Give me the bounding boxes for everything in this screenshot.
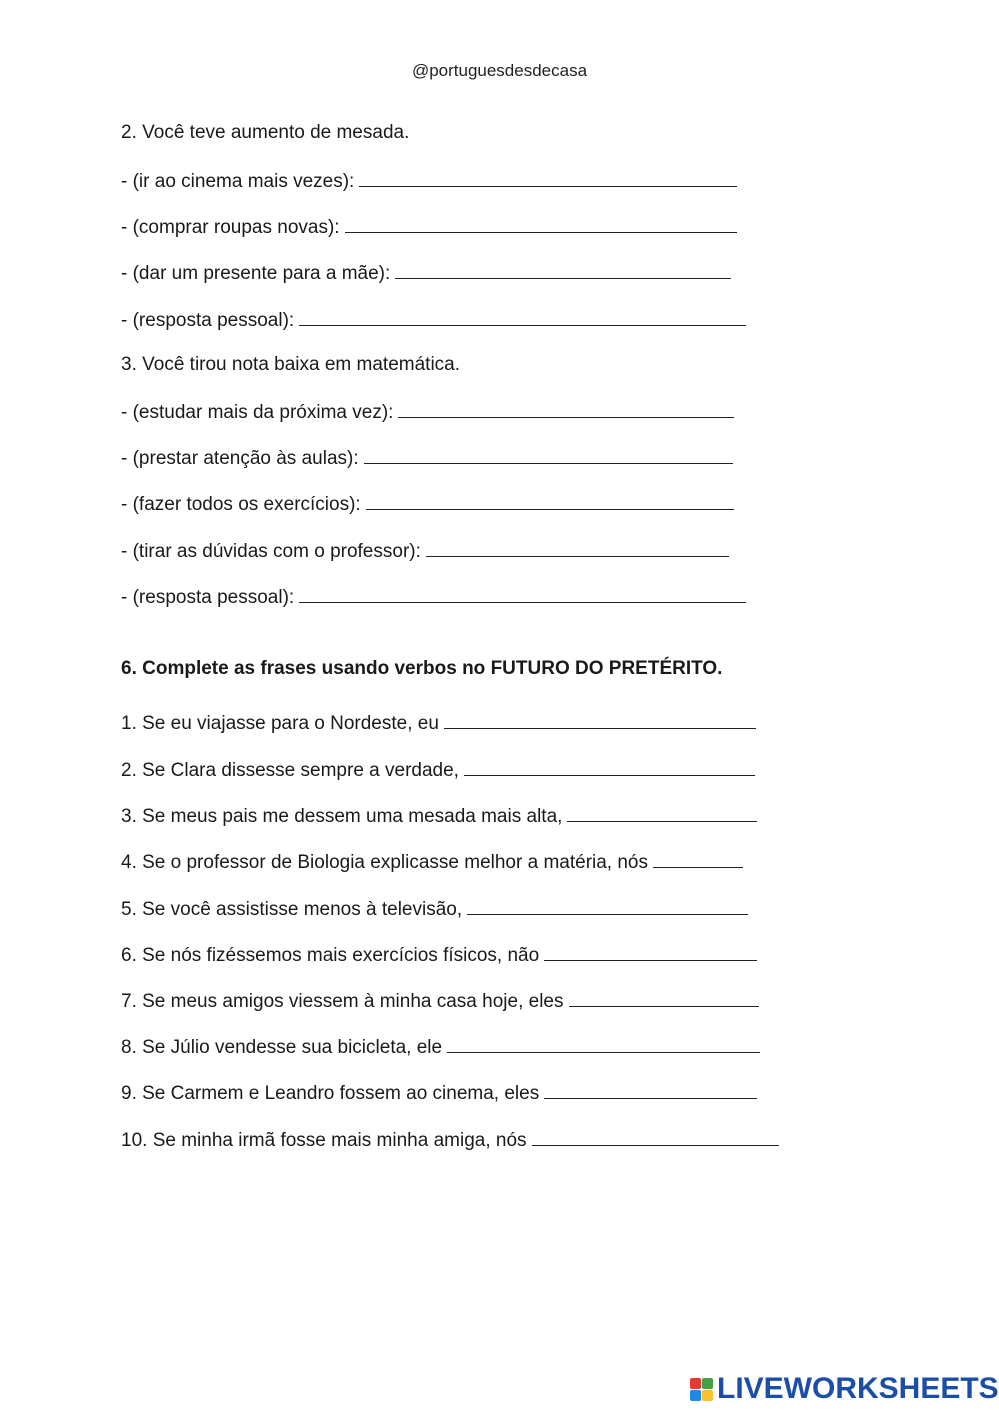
line-text: 5. Se você assistisse menos à televisão, [121, 899, 463, 920]
line-text: 1. Se eu viajasse para o Nordeste, eu [121, 713, 439, 734]
answer-blank[interactable] [299, 307, 746, 326]
exercise-line [121, 710, 756, 736]
answer-blank[interactable] [395, 260, 731, 279]
answer-blank[interactable] [444, 710, 756, 729]
exercise-line [121, 584, 746, 610]
line-text: 3. Se meus pais me dessem uma mesada mais alta, [121, 806, 563, 827]
line-text: - (prestar atenção às aulas): [121, 448, 359, 469]
answer-blank[interactable] [467, 896, 748, 915]
answer-blank[interactable] [359, 168, 737, 187]
answer-blank[interactable] [532, 1127, 779, 1146]
line-text: 10. Se minha irmã fosse mais minha amiga, nós [121, 1130, 527, 1151]
line-text: 2. Você teve aumento de mesada. [121, 122, 410, 143]
answer-blank[interactable] [366, 491, 734, 510]
line-text: 8. Se Júlio vendesse sua bicicleta, ele [121, 1037, 443, 1058]
exercise-line [121, 399, 734, 425]
answer-blank[interactable] [299, 584, 746, 603]
answer-blank[interactable] [345, 214, 737, 233]
exercise-line [121, 942, 757, 968]
line-text: - (fazer todos os exercícios): [121, 494, 361, 515]
line-text: - (resposta pessoal): [121, 310, 295, 331]
liveworksheets-logo [690, 1372, 999, 1406]
line-text: - (dar um presente para a mãe): [121, 263, 391, 284]
answer-blank[interactable] [569, 988, 759, 1007]
line-text: 3. Você tirou nota baixa em matemática. [121, 354, 461, 375]
liveworksheets-grid-icon [690, 1378, 713, 1401]
exercise-line [121, 1034, 760, 1060]
answer-blank[interactable] [544, 942, 757, 961]
exercise-line [121, 260, 731, 286]
exercise-line [121, 307, 746, 333]
line-text: 2. Se Clara dissesse sempre a verdade, [121, 760, 459, 781]
exercise-line [121, 896, 748, 922]
answer-blank[interactable] [398, 399, 734, 418]
page-header-handle: @portuguesdesdecasa [411, 61, 588, 80]
brand-name: LIVEWORKSHEETS [717, 1372, 999, 1405]
exercise-line [121, 803, 757, 829]
line-text: 6. Complete as frases usando verbos no FUTURO DO PRETÉRITO. [121, 658, 723, 679]
answer-blank[interactable] [364, 445, 733, 464]
line-text: 9. Se Carmem e Leandro fossem ao cinema, eles [121, 1083, 540, 1104]
prompt-line [121, 353, 460, 377]
line-text: - (tirar as dúvidas com o professor): [121, 541, 421, 562]
line-text: - (ir ao cinema mais vezes): [121, 171, 355, 192]
line-text: 6. Se nós fizéssemos mais exercícios físicos, não [121, 945, 540, 966]
exercise-line [121, 491, 734, 517]
prompt-line [121, 121, 409, 145]
exercise-line [121, 757, 755, 783]
exercise-line [121, 214, 737, 240]
answer-blank[interactable] [653, 849, 743, 868]
answer-blank[interactable] [544, 1080, 757, 1099]
line-text: - (comprar roupas novas): [121, 217, 340, 238]
exercise-line [121, 1127, 779, 1153]
line-text: 4. Se o professor de Biologia explicasse melhor a matéria, nós [121, 852, 648, 873]
answer-blank[interactable] [447, 1034, 760, 1053]
exercise-line [121, 988, 759, 1014]
exercise-line [121, 1080, 757, 1106]
line-text: - (resposta pessoal): [121, 587, 295, 608]
exercise-line [121, 168, 737, 194]
exercise-line [121, 445, 733, 471]
answer-blank[interactable] [464, 757, 755, 776]
exercise-line [121, 538, 729, 564]
exercise-line [121, 849, 743, 875]
answer-blank[interactable] [426, 538, 729, 557]
answer-blank[interactable] [567, 803, 757, 822]
section-heading [121, 657, 722, 681]
line-text: - (estudar mais da próxima vez): [121, 402, 394, 423]
line-text: 7. Se meus amigos viessem à minha casa hoje, eles [121, 991, 564, 1012]
